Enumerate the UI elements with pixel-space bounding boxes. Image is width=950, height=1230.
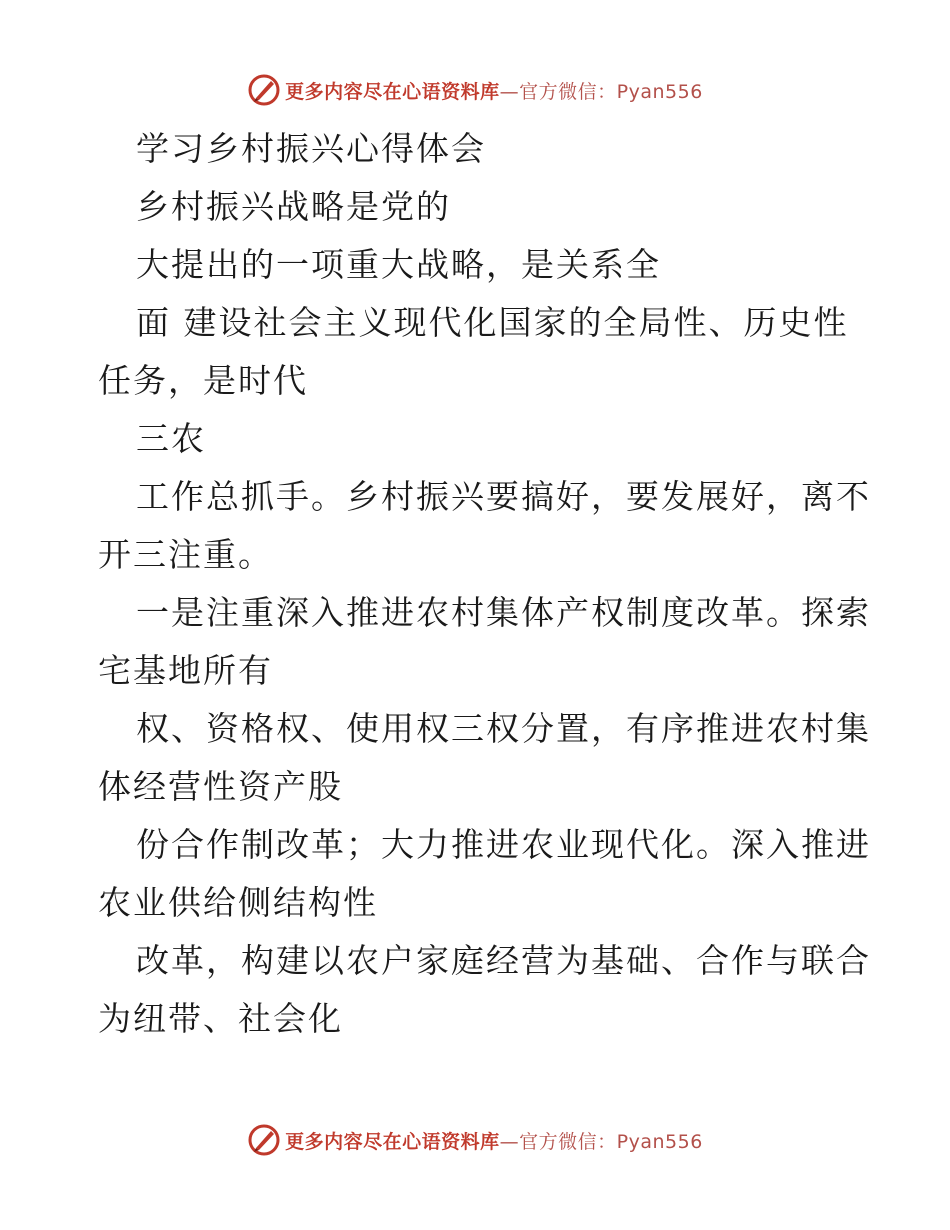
text-line: 任务，是时代 bbox=[98, 361, 308, 400]
text-line: 面 建设社会主义现代化国家的全局性、历史性 bbox=[136, 303, 849, 342]
text-line: 改革，构建以农户家庭经营为基础、合作与联合 bbox=[136, 941, 871, 980]
text-line: 权、资格权、使用权三权分置，有序推进农村集 bbox=[136, 709, 871, 748]
text-line: 体经营性资产股 bbox=[98, 767, 343, 806]
document-body bbox=[98, 120, 871, 1048]
text-line: 为纽带、社会化 bbox=[98, 999, 343, 1038]
footer-banner bbox=[0, 1120, 950, 1160]
text-line: 农业供给侧结构性 bbox=[98, 883, 378, 922]
header-banner-text bbox=[285, 77, 703, 104]
pen-circle-logo-icon bbox=[247, 73, 281, 107]
header-wechat-text: 官方微信：Pyan556 bbox=[519, 80, 703, 103]
footer-banner-text bbox=[285, 1127, 703, 1154]
header-banner bbox=[0, 70, 950, 110]
text-line: 份合作制改革；大力推进农业现代化。深入推进 bbox=[136, 825, 871, 864]
header-dash: — bbox=[499, 80, 520, 103]
text-line: 三农 bbox=[136, 419, 206, 458]
text-line: 乡村振兴战略是党的 bbox=[136, 187, 451, 226]
header-banner-inner bbox=[247, 73, 703, 107]
text-line: 一是注重深入推进农村集体产权制度改革。探索 bbox=[136, 593, 871, 632]
header-site-text: 更多内容尽在心语资料库 bbox=[285, 80, 500, 103]
document-title: 学习乡村振兴心得体会 bbox=[136, 129, 486, 168]
footer-site-text: 更多内容尽在心语资料库 bbox=[285, 1130, 500, 1153]
text-line: 开三注重。 bbox=[98, 535, 273, 574]
footer-wechat-text: 官方微信：Pyan556 bbox=[519, 1130, 703, 1153]
text-line: 宅基地所有 bbox=[98, 651, 273, 690]
footer-banner-inner bbox=[247, 1123, 703, 1157]
text-line: 大提出的一项重大战略，是关系全 bbox=[136, 245, 661, 284]
footer-dash: — bbox=[499, 1130, 520, 1153]
pen-circle-logo-icon bbox=[247, 1123, 281, 1157]
text-line: 工作总抓手。乡村振兴要搞好，要发展好，离不 bbox=[136, 477, 871, 516]
